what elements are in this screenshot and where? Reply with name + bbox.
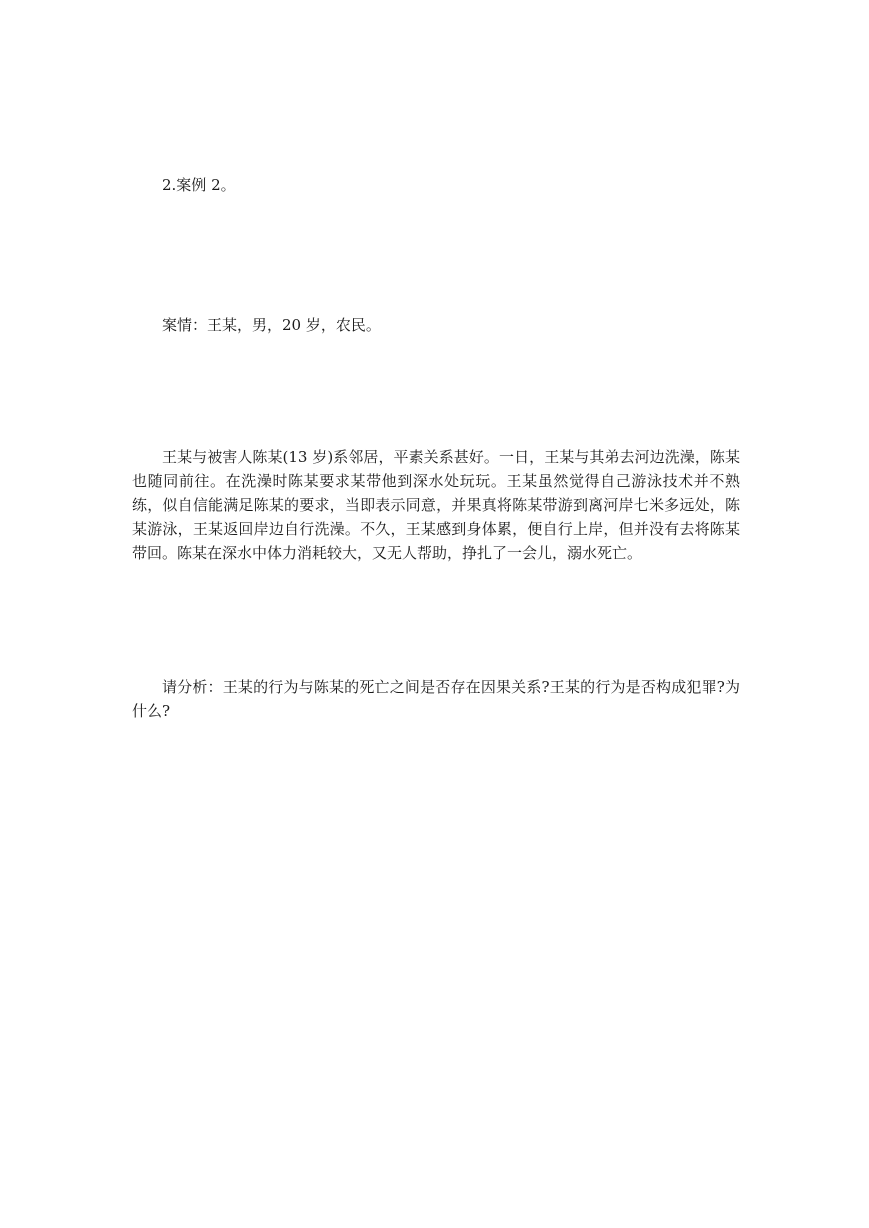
case-heading: 2.案例 2。 [162, 176, 236, 194]
case-facts: 案情：王某，男，20 岁，农民。 [162, 316, 381, 334]
case-body-paragraph: 王某与被害人陈某(13 岁)系邻居，平素关系甚好。一日，王某与其弟去河边洗澡，陈某也随同前往。在洗澡时陈某要求某带他到深水处玩玩。王某虽然觉得自己游泳技术并不熟练，似自信能满足陈某的要求，当即表示同意，并果真将陈某带游到离河岸七米多远处，陈某游泳，王某返回岸边自行洗澡。不久，王某感到身体累，便自行上岸，但并没有去将陈某带回。陈某在深水中体力消耗较大，又无人帮助，挣扎了一会儿，溺水死亡。 [132, 448, 740, 562]
analysis-question: 请分析：王某的行为与陈某的死亡之间是否存在因果关系?王某的行为是否构成犯罪?为什么? [132, 678, 740, 720]
